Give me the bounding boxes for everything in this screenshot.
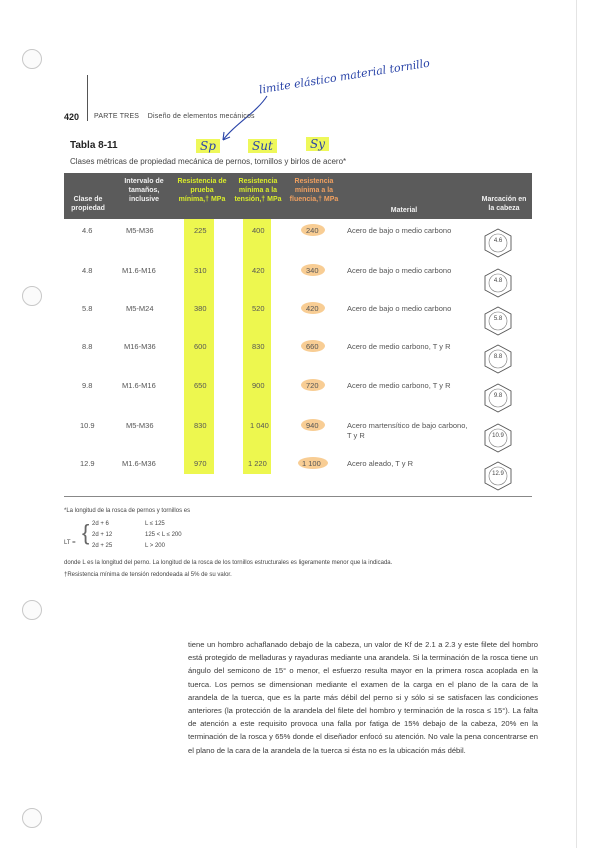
part-label <box>94 113 255 120</box>
header-tension: Resistencia mínima a la tensión,† MPa <box>234 178 282 203</box>
header-clase: Clase de propiedad <box>71 196 105 212</box>
cell-prueba: 650 <box>194 381 207 390</box>
cell-prueba: 970 <box>194 459 207 468</box>
handwritten-label-sy: Sy <box>306 137 329 151</box>
header-rule <box>87 75 88 121</box>
part-number: PARTE TRES <box>94 113 140 120</box>
cell-intervalo: M5-M24 <box>126 304 154 313</box>
cell-material: Acero de medio carbono, T y R <box>347 381 451 390</box>
cell-fluencia: 240 <box>306 226 319 235</box>
body-paragraph: tiene un hombro achaflanado debajo de la cabeza, un valor de Kf de 2.1 a 2.3 y este filete del hombro está protegido de melladuras y rayaduras mediante una arandela. Si la terminación de la rosca tiene un ángulo del semicono de 15° o menor, el esfuerzo resulta mayor en la primera rosca acoplada en la tuerca. Los pernos se dimensionan mediante el examen de la carga en el plano de la cara de la arandela de la tuerca, que es la parte más débil del perno si y sólo si se satisfacen las condiciones anteriores (la protección de la arandela del filete del hombro y terminación de la rosca ≤ 15°). La falta de atención a este requisito provoca una falla por fatiga de 15% debajo de la cabeza, 20% en la terminación de la rosca y 65% donde el diseñador enfocó su atención. No vale la pena concentrarse en el plano de la cara de la arandela de la tuerca si ésta no es la ubicación más débil. <box>188 640 538 755</box>
cell-clase: 9.8 <box>82 381 93 390</box>
cell-tension: 1 040 <box>250 421 269 430</box>
cell-intervalo: M1.6-M16 <box>122 266 156 275</box>
binder-hole-4 <box>22 808 42 828</box>
cell-prueba: 225 <box>194 226 207 235</box>
footnote-f3-right: L > 200 <box>145 543 165 549</box>
table-row <box>64 377 532 417</box>
handwritten-note: limite elástico material tornillo <box>258 56 431 97</box>
binder-hole-1 <box>22 49 42 69</box>
footnote-f1-right: L ≤ 125 <box>145 521 165 527</box>
header-intervalo: Intervalo de tamaños, inclusive <box>124 178 164 203</box>
cell-intervalo: M16-M36 <box>124 342 156 351</box>
footnote-dagger: †Resistencia mínima de tensión redondeada al 5% de su valor. <box>64 572 232 578</box>
footnote-f1-left: 2d + 6 <box>92 521 109 527</box>
head-marking-label: 5.8 <box>493 316 503 322</box>
cell-prueba: 830 <box>194 421 207 430</box>
table-row <box>64 300 532 340</box>
cell-clase: 12.9 <box>80 459 95 468</box>
table-header <box>64 173 532 219</box>
footnote-lt: LT = <box>64 540 76 546</box>
cell-prueba: 380 <box>194 304 207 313</box>
head-marking-label: 9.8 <box>493 393 503 399</box>
cell-tension: 520 <box>252 304 265 313</box>
cell-tension: 400 <box>252 226 265 235</box>
handwritten-label-sp: Sp <box>196 139 220 153</box>
head-marking-label: 12.9 <box>492 471 504 477</box>
cell-intervalo: M1.6-M36 <box>122 459 156 468</box>
cell-fluencia: 940 <box>306 421 319 430</box>
header-material: Material <box>390 207 418 214</box>
cell-fluencia: 660 <box>306 342 319 351</box>
cell-intervalo: M1.6-M16 <box>122 381 156 390</box>
cell-intervalo: M5-M36 <box>126 226 154 235</box>
cell-clase: 8.8 <box>82 342 93 351</box>
table-row <box>64 262 532 302</box>
head-marking-label: 8.8 <box>493 354 503 360</box>
footnote-star: *La longitud de la rosca de pernos y tornillos es <box>64 508 191 514</box>
cell-tension: 830 <box>252 342 265 351</box>
cell-material: Acero aleado, T y R <box>347 459 414 468</box>
cell-intervalo: M5-M36 <box>126 421 154 430</box>
footnote-brace: { <box>82 520 90 545</box>
header-fluencia: Resistencia mínima a la fluencia,† MPa <box>289 178 339 203</box>
cell-clase: 4.8 <box>82 266 93 275</box>
table-caption: Clases métricas de propiedad mecánica de pernos, tornillos y birlos de acero* <box>70 157 347 166</box>
head-marking-label: 10.9 <box>492 433 504 439</box>
table-bottom-rule <box>64 496 532 497</box>
cell-prueba: 310 <box>194 266 207 275</box>
part-title: Diseño de elementos mecánicos <box>147 113 255 120</box>
table-row <box>64 455 532 495</box>
cell-tension: 420 <box>252 266 265 275</box>
cell-clase: 5.8 <box>82 304 93 313</box>
footnote-f2-right: 125 < L ≤ 200 <box>145 532 182 538</box>
cell-fluencia: 1 100 <box>302 459 321 468</box>
cell-clase: 4.6 <box>82 226 93 235</box>
cell-material: Acero de bajo o medio carbono <box>347 304 452 313</box>
cell-clase: 10.9 <box>80 421 95 430</box>
page-edge-line <box>576 0 577 848</box>
cell-fluencia: 720 <box>306 381 319 390</box>
page-number: 420 <box>64 112 80 122</box>
binder-hole-3 <box>22 600 42 620</box>
cell-prueba: 600 <box>194 342 207 351</box>
footnote-note1: donde L es la longitud del perno. La longitud de la rosca de los tornillos estructurales es ligeramente menor que la indicada. <box>64 560 393 566</box>
binder-hole-2 <box>22 286 42 306</box>
cell-fluencia: 340 <box>306 266 319 275</box>
handwritten-label-sut: Sut <box>248 139 277 153</box>
table-title: Tabla 8-11 <box>70 140 118 151</box>
head-marking-label: 4.6 <box>493 238 503 244</box>
cell-fluencia: 420 <box>306 304 319 313</box>
table-row <box>64 338 532 378</box>
cell-material: Acero de bajo o medio carbono <box>347 226 452 235</box>
cell-material: Acero martensítico de bajo carbono, T y R <box>347 421 468 440</box>
cell-material: Acero de bajo o medio carbono <box>347 266 452 275</box>
head-marking-label: 4.8 <box>493 278 503 284</box>
header-prueba: Resistencia de prueba mínima,† MPa <box>177 178 227 203</box>
footnote-f2-left: 2d + 12 <box>92 532 113 538</box>
footnote-f3-left: 2d + 25 <box>92 543 113 549</box>
cell-tension: 900 <box>252 381 265 390</box>
table-row <box>64 222 532 262</box>
table-row <box>64 417 532 457</box>
header-marcacion: Marcación en la cabeza <box>481 196 527 212</box>
cell-material: Acero de medio carbono, T y R <box>347 342 451 351</box>
cell-tension: 1 220 <box>248 459 267 468</box>
